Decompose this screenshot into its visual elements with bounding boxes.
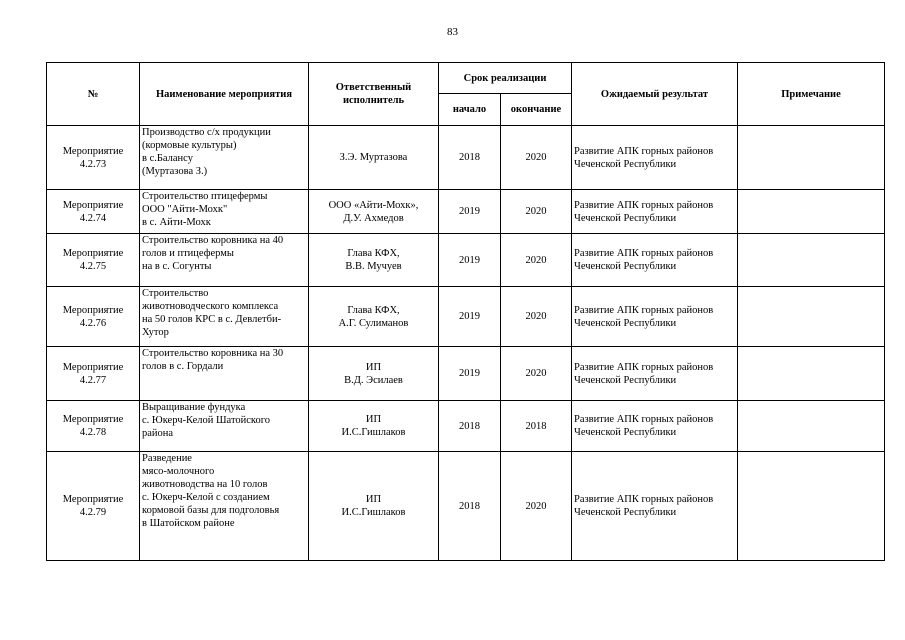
cell-number: Мероприятие 4.2.73 bbox=[47, 126, 140, 190]
cell-name: Выращивание фундука с. Юкерч-Келой Шатойского района bbox=[140, 401, 309, 452]
cell-name: Разведение мясо-молочного животноводства на 10 голов с. Юкерч-Келой с созданием кормовой базы для подголовья в Шатойском районе bbox=[140, 452, 309, 561]
cell-note bbox=[738, 126, 885, 190]
cell-start: 2018 bbox=[439, 452, 501, 561]
table-row bbox=[47, 452, 885, 561]
cell-name: Строительство птицефермы ООО "Айти-Мохк" в с. Айти-Мохк bbox=[140, 190, 309, 234]
cell-result: Развитие АПК горных районов Чеченской Республики bbox=[572, 347, 738, 401]
table-row bbox=[47, 287, 885, 347]
table-row bbox=[47, 234, 885, 287]
header-end: окончание bbox=[501, 94, 572, 126]
cell-name: Строительство животноводческого комплекса на 50 голов КРС в с. Девлетби- Хутор bbox=[140, 287, 309, 347]
table-row bbox=[47, 401, 885, 452]
cell-number: Мероприятие 4.2.75 bbox=[47, 234, 140, 287]
table-row bbox=[47, 126, 885, 190]
cell-note bbox=[738, 234, 885, 287]
cell-executor: Глава КФХ, В.В. Мучуев bbox=[309, 234, 439, 287]
cell-result: Развитие АПК горных районов Чеченской Республики bbox=[572, 126, 738, 190]
header-executor: Ответственный исполнитель bbox=[309, 63, 439, 126]
cell-end: 2020 bbox=[501, 347, 572, 401]
cell-note bbox=[738, 287, 885, 347]
table-row bbox=[47, 347, 885, 401]
cell-result: Развитие АПК горных районов Чеченской Республики bbox=[572, 287, 738, 347]
cell-executor: Глава КФХ, А.Г. Сулиманов bbox=[309, 287, 439, 347]
cell-result: Развитие АПК горных районов Чеченской Республики bbox=[572, 190, 738, 234]
cell-number: Мероприятие 4.2.79 bbox=[47, 452, 140, 561]
cell-number: Мероприятие 4.2.77 bbox=[47, 347, 140, 401]
header-start: начало bbox=[439, 94, 501, 126]
cell-note bbox=[738, 401, 885, 452]
cell-number: Мероприятие 4.2.76 bbox=[47, 287, 140, 347]
header-result: Ожидаемый результат bbox=[572, 63, 738, 126]
header-period: Срок реализации bbox=[439, 63, 572, 94]
cell-executor: ИП В.Д. Эсилаев bbox=[309, 347, 439, 401]
cell-start: 2019 bbox=[439, 190, 501, 234]
cell-result: Развитие АПК горных районов Чеченской Республики bbox=[572, 234, 738, 287]
cell-note bbox=[738, 190, 885, 234]
cell-executor: ИП И.С.Гишлаков bbox=[309, 452, 439, 561]
cell-name: Производство с/х продукции (кормовые культуры) в с.Балансу (Муртазова З.) bbox=[140, 126, 309, 190]
cell-end: 2020 bbox=[501, 287, 572, 347]
cell-start: 2019 bbox=[439, 234, 501, 287]
cell-end: 2018 bbox=[501, 401, 572, 452]
cell-start: 2019 bbox=[439, 347, 501, 401]
header-name: Наименование мероприятия bbox=[140, 63, 309, 126]
cell-end: 2020 bbox=[501, 452, 572, 561]
page-number: 83 bbox=[447, 26, 458, 38]
cell-end: 2020 bbox=[501, 234, 572, 287]
activities-table bbox=[46, 62, 885, 561]
cell-note bbox=[738, 452, 885, 561]
cell-executor: ООО «Айти-Мохк», Д.У. Ахмедов bbox=[309, 190, 439, 234]
cell-number: Мероприятие 4.2.78 bbox=[47, 401, 140, 452]
cell-start: 2019 bbox=[439, 287, 501, 347]
header-number: № bbox=[47, 63, 140, 126]
cell-name: Строительство коровника на 30 голов в с. Гордали bbox=[140, 347, 309, 401]
cell-result: Развитие АПК горных районов Чеченской Республики bbox=[572, 452, 738, 561]
cell-number: Мероприятие 4.2.74 bbox=[47, 190, 140, 234]
cell-start: 2018 bbox=[439, 401, 501, 452]
cell-executor: З.Э. Муртазова bbox=[309, 126, 439, 190]
cell-note bbox=[738, 347, 885, 401]
table-row bbox=[47, 190, 885, 234]
header-note: Примечание bbox=[738, 63, 885, 126]
cell-end: 2020 bbox=[501, 126, 572, 190]
cell-name: Строительство коровника на 40 голов и птицефермы на в с. Согунты bbox=[140, 234, 309, 287]
cell-executor: ИП И.С.Гишлаков bbox=[309, 401, 439, 452]
cell-start: 2018 bbox=[439, 126, 501, 190]
cell-result: Развитие АПК горных районов Чеченской Республики bbox=[572, 401, 738, 452]
cell-end: 2020 bbox=[501, 190, 572, 234]
